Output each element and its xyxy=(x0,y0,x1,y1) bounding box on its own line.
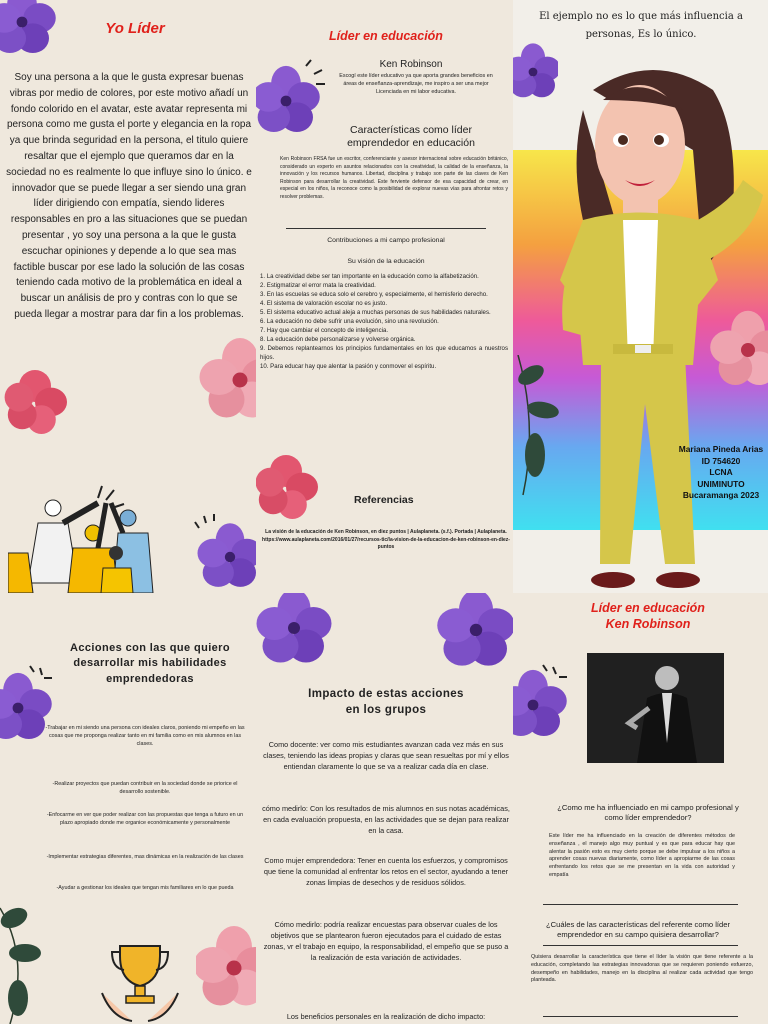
list-item: 9. Debemos replantearnos los principios fundamentales en los que educamos a nuestros hijos. xyxy=(260,344,508,361)
divider xyxy=(543,1016,738,1017)
divider xyxy=(543,904,738,905)
answer-1: Este líder me ha influenciado en la creación de diferentes métodos de enseñanza , el manejo algo muy puntual y es que para educar hay que alentar la pasión esto es muy cierto porque se debe impulsar a los niños a aprender cosas nuevas diariamente, como líder a apropiarme de las cosas enfrentando los retos que se me presentan en la vida con autoridad y empatía xyxy=(549,833,735,879)
section-title: Acciones con las que quiero desarrollar mis habilidades emprendedoras xyxy=(70,642,230,685)
trophy-icon xyxy=(100,938,180,1024)
list-item: 6. La educación no debe sufrir una evolución, sino una revolución. xyxy=(260,317,439,325)
page-title: Yo Líder xyxy=(105,20,165,37)
question-1: ¿Como me ha influenciado en mi campo profesional y como líder emprendedor? xyxy=(557,803,739,822)
violet-flower-icon xyxy=(190,512,256,592)
personal-benefits: Los beneficios personales en la realización de dicho impacto: xyxy=(286,1012,486,1021)
violet-flower-icon xyxy=(513,655,573,750)
title-line: Ken Robinson xyxy=(605,616,691,631)
intro-paragraph: Soy una persona a la que le gusta expresar buenas vibras por medio de colores, por este motivo añadí un fondo colorido en el avatar, este avatar representa mi persona como me gusta el porte y elegancia en la ropa ya que brinda seguridad en la persona, el titulo quiere resaltar que el ejemplo que queramos dar en la sociedad no es realmente lo que influye sino lo único. e innovador que se puede llegar a ser siendo una gran líder dirigiendo con empatía, siendo lideres responsables en pro a las situaciones que se puedan presentar , yo soy una persona a la que le gusta escuchar opiniones y depende a lo que sea mas factible buscar por ese lado la solución de las cosas teniendo cada motivo de la problemática en ideal a buscar un análisis de pro y contras con lo que se pueda llegar a mostrar para dar fin a los problemas. xyxy=(6,72,252,320)
divider xyxy=(543,945,738,946)
characteristics-title: Características como líder emprendedor en educación xyxy=(347,124,475,149)
ken-robinson-photo xyxy=(587,653,724,763)
section-title: Líder en educación xyxy=(329,29,443,43)
list-item: 10. Para educar hay que alentar la pasión y conmover el espíritu. xyxy=(260,362,437,370)
pink-flower-icon xyxy=(703,300,768,390)
leaf-branch-icon xyxy=(0,898,50,1024)
list-item: 1. La creatividad debe ser tan importante en la educación como la alfabetización. xyxy=(260,273,479,280)
contributions-heading: Contribuciones a mi campo profesional xyxy=(327,237,445,244)
pink-flower-icon xyxy=(195,330,256,420)
section-title: Impacto de estas acciones en los grupos xyxy=(308,688,464,717)
rose-flower-icon xyxy=(0,360,80,450)
panel-impacto xyxy=(256,593,513,1024)
violet-flower-icon xyxy=(434,593,513,683)
panel-avatar xyxy=(513,0,768,593)
violet-flower-icon xyxy=(256,593,336,678)
author-city-year: Bucaramanga 2023 xyxy=(682,490,760,501)
action-item: -Enfocarme en ver que poder realizar con las propuestas que tenga a futuro en un plazo apropiado donde me organice económicamente y personalmente xyxy=(46,812,244,826)
list-item: 5. El sistema educativo actual aleja a muchas personas de sus habilidades naturales. xyxy=(260,308,491,316)
action-item: -Ayudar a gestionar los ideales que tengan mis familiares en lo que pueda xyxy=(56,885,234,891)
references-title: Referencias xyxy=(354,494,414,506)
impact-entrepreneur: Como mujer emprendedora: Tener en cuenta los esfuerzos, y compromisos que tiene la comunidad al enfrentar los retos en el sector, ayudando a tener zonas limpias de desechos y de residuos sólidos. xyxy=(263,856,509,888)
author-program: LCNA xyxy=(709,467,733,478)
action-item: -Realizar proyectos que puedan contribuir en la sociedad donde se priorice el desarrollo sostenible. xyxy=(52,781,238,795)
vision-heading: Su visión de la educación xyxy=(347,258,425,265)
list-item: 8. La educación debe personalizarse y volverse orgánica. xyxy=(260,335,416,343)
leader-intro: Escogí este líder educativo ya que aporta grandes beneficios en áreas de enseñanza-aprendizaje, me inspiro a ser una mejor Licenciada en mi labor educativa. xyxy=(339,73,493,95)
action-item: -Trabajar en mi siendo una persona con ideales claros, poniendo mi empeño en las cosas que me proponga realizar tanto en mi familia como en mis alumnos en las clases. xyxy=(45,725,245,747)
question-2: ¿Cuáles de las características del referente como líder emprendedor en su campo quisiera desarrollar? xyxy=(545,920,731,939)
divider xyxy=(286,228,486,229)
author-block xyxy=(671,444,768,502)
pink-flower-icon xyxy=(196,913,256,1024)
leaf-branch-icon xyxy=(513,355,568,500)
answer-2: Quisiera desarrollar la característica que tiene el líder la visión que tiene referente a la educación, completando las estrategias innovadoras que se requieren poniendo esfuerzo, desempeño en habilidades, manejo en la disciplina al realizar cada actividad que tengo planteada. xyxy=(531,954,753,984)
teamwork-illustration-icon xyxy=(8,478,168,593)
list-item: 7. Hay que cambiar el concepto de inteligencia. xyxy=(260,326,389,334)
list-item: 2. Estigmatizar el error mata la creatividad. xyxy=(260,281,376,289)
title-line: Líder en educación xyxy=(591,601,705,615)
quote: El ejemplo no es lo que más influencia a personas, Es lo único. xyxy=(539,11,743,40)
list-item: 4. El sistema de valoración escolar no es justo. xyxy=(260,299,388,307)
list-item: 3. En las escuelas se educa solo el cerebro y, especialmente, el hemisferio derecho. xyxy=(260,290,488,298)
violet-flower-icon xyxy=(256,56,326,146)
author-id: ID 754620 xyxy=(701,455,741,466)
panel-yo-lider xyxy=(0,0,256,593)
impact-entrepreneur-measure: Cómo medirlo: podría realizar encuestas para observar cuales de los objetivos que se plantearon fueron ejecutados para el cuidado de estas zonas, vr el trabajo en equipo, la responsabilidad, el empeño que se puso a la realización de esta variación de actividades. xyxy=(263,920,509,963)
violet-flower-icon xyxy=(0,0,62,65)
author-name: Mariana Pineda Arias xyxy=(678,444,764,454)
action-item: -Implementar estrategias diferentes, mas dinámicas en la realización de las clases xyxy=(46,854,244,860)
reference-entry: La visión de la educación de Ken Robinson, en diez puntos | Aulaplaneta. (s.f.). Portada | Aulaplaneta. https://www.aulaplaneta.com/2016/01/27/recursos-tic/la-vision-de-la-educacion-de-ken-robinson-en-diez-puntos xyxy=(262,529,510,550)
characteristics-body: Ken Robinson FRSA fue un escritor, conferenciante y asesor internacional sobre educación británico, considerado un experto en asuntos relacionados con la creatividad, la calidad de la enseñanza, la innovación y los recursos humanos. Libertad, disciplina y trabajo son parte de las claves de Ken Robinson para desarrollar la creatividad. Este ferviente defensor de esa capacidad de crear, en especial en los niños, la reconoce como la posibilidad de explorar nuevas vías para afrontar retos y resolver problemas. xyxy=(280,156,508,200)
section-title xyxy=(553,601,743,632)
leader-name: Ken Robinson xyxy=(379,59,443,70)
impact-teacher: Como docente: ver como mis estudiantes avanzan cada vez más en sus clases, teniendo las ideas propias y claras que sean resueltas por mí y ellos entiendan claramente lo que se va a realizar cada día en clase. xyxy=(263,740,509,772)
panel-ken-robinson xyxy=(513,593,768,1024)
panel-lider-educacion xyxy=(256,0,513,593)
impact-teacher-measure: cómo medirlo: Con los resultados de mis alumnos en sus notas académicas, en cada evaluación propuesta, en las actividades que se dejan para realizar en la casa. xyxy=(262,804,510,836)
author-university: UNIMINUTO xyxy=(697,478,745,489)
vision-list xyxy=(260,273,508,371)
rose-flower-icon xyxy=(256,445,326,535)
panel-acciones xyxy=(0,593,256,1024)
